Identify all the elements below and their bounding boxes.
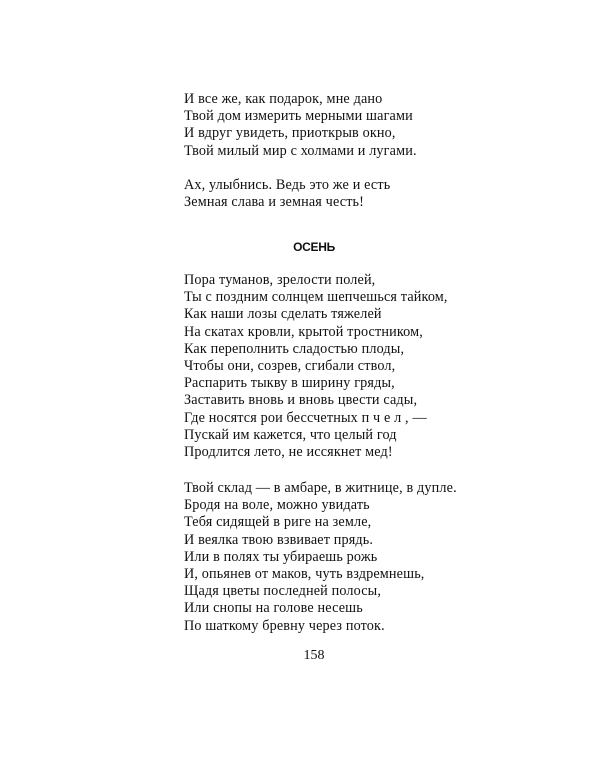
verse-line: По шаткому бревну через поток. (184, 617, 385, 634)
autumn-stanza-2 (184, 480, 457, 635)
verse-line: Пускай им кажется, что целый год (184, 426, 397, 443)
verse-line: Как наши лозы сделать тяжелей (184, 306, 382, 323)
verse-line: Твой дом измерить мерными шагами (184, 108, 413, 125)
verse-line: Ах, улыбнись. Ведь это же и есть (184, 177, 391, 193)
verse-line: На скатах кровли, крытой тростником, (184, 323, 423, 340)
intro-stanza-2 (184, 177, 390, 211)
verse-line: Или в полях ты убираешь рожь (184, 548, 378, 565)
verse-line: И все же, как подарок, мне дано (184, 91, 383, 107)
intro-stanza-1 (184, 91, 417, 160)
verse-line: Чтобы они, созрев, сгибали ствол, (184, 358, 396, 375)
verse-line: Земная слава и земная честь! (184, 194, 365, 211)
verse-line: И, опьянев от маков, чуть вздремнешь, (184, 566, 425, 583)
verse-line: Пора туманов, зрелости полей, (184, 272, 376, 288)
poem-title (0, 240, 600, 254)
verse-line: Бродя на воле, можно увидать (184, 497, 370, 514)
verse-line: Щадя цветы последней полосы, (184, 583, 382, 600)
verse-line: Продлится лето, не иссякнет мед! (184, 444, 393, 461)
page-number: 158 (303, 648, 325, 663)
verse-line: И вдруг увидеть, приоткрыв окно, (184, 125, 396, 142)
verse-line: Как переполнить сладостью плоды, (184, 340, 405, 357)
verse-line: Тебя сидящей в риге на земле, (184, 514, 372, 531)
verse-line: И веялка твою взвивает прядь. (184, 531, 374, 548)
verse-line: Твой милый мир с холмами и лугами. (184, 142, 417, 159)
verse-line: Твой склад — в амбаре, в житнице, в дупле. (184, 480, 457, 496)
verse-line: Где носятся рои бессчетных п ч е л , — (184, 409, 427, 426)
poem-title-text: ОСЕНЬ (293, 240, 335, 254)
verse-line: Или снопы на голове несешь (184, 600, 363, 617)
verse-line: Ты с поздним солнцем шепчешься тайком, (184, 289, 448, 306)
autumn-stanza-1 (184, 272, 448, 461)
verse-line: Распарить тыкву в ширину гряды, (184, 375, 395, 392)
verse-line: Заставить вновь и вновь цвести сады, (184, 392, 418, 409)
